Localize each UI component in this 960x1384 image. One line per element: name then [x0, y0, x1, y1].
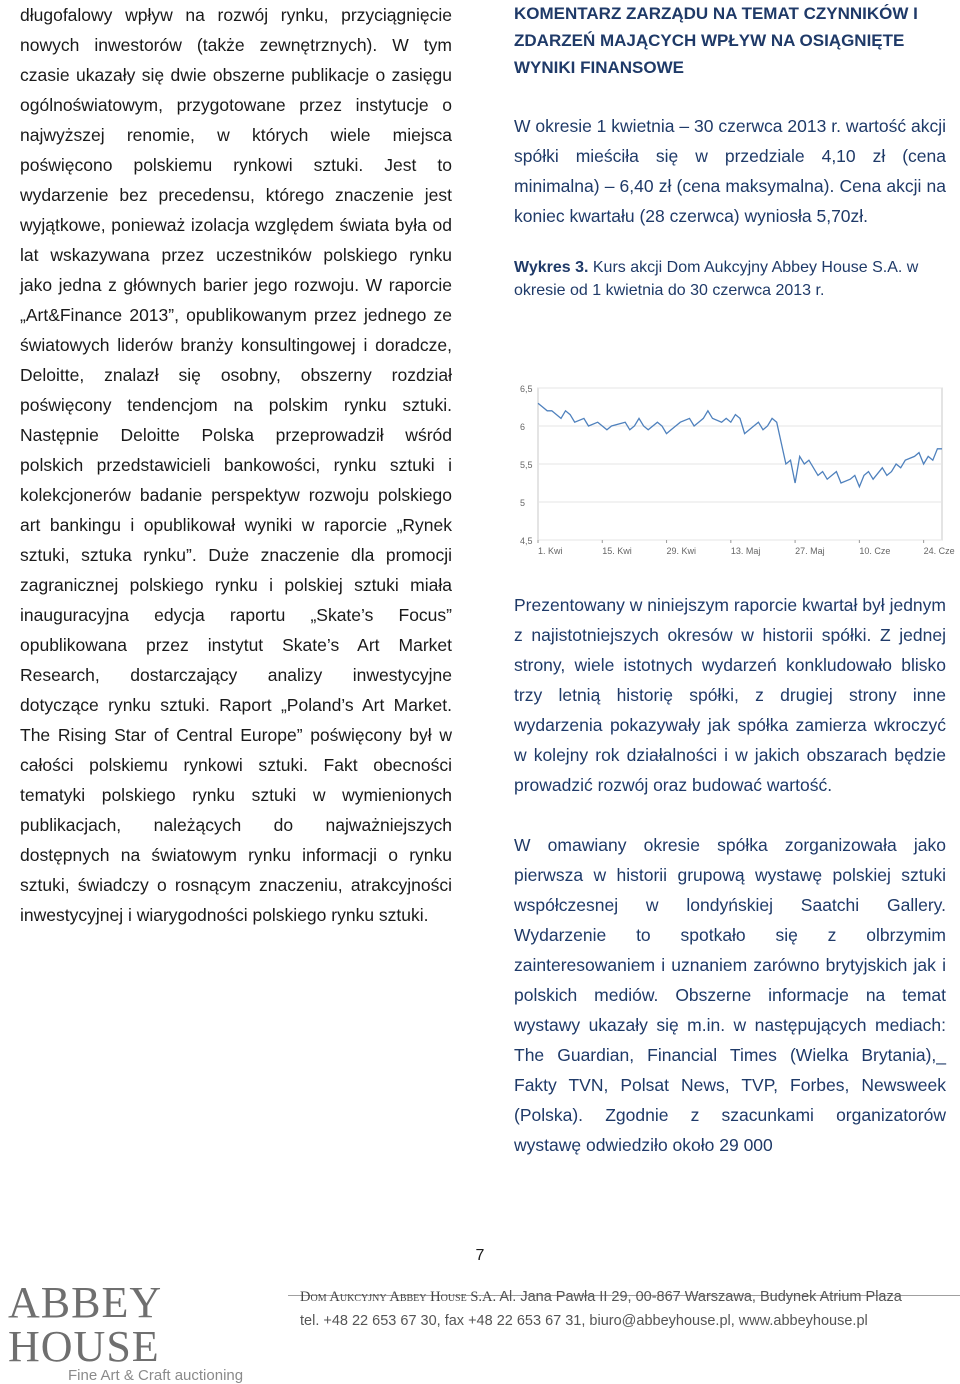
y-tick-label: 5	[520, 498, 526, 508]
body-paragraph: Prezentowany w niniejszym raporcie kwartał był jednym z najistotniejszych okresów w historii spółki. Z jednej strony, wiele istotnych wydarzeń konkludowało blisko trzy letnią historię spółki, z drugiej strony inne wydarzenia pokazywały jak spółka zamierza wkroczyć w kolejny rok działalności i w jakich obszarach będzie prowadzić rozwój oraz budować wartość.	[514, 595, 946, 795]
chart-caption-text: Kurs akcji Dom Aukcyjny Abbey House S.A. w okresie od 1 kwietnia do 30 czerwca 2013 r.	[514, 259, 919, 299]
y-tick-label: 6	[520, 422, 526, 432]
x-tick-label: 24. Cze	[923, 546, 955, 556]
footer-address: Al. Jana Pawła II 29, 00-867 Warszawa, Budynek Atrium Plaza	[496, 1289, 902, 1305]
footer-address-line	[300, 1289, 902, 1306]
y-tick-label: 4,5	[520, 536, 533, 546]
chart-caption	[514, 256, 946, 302]
logo-wordmark: ABBEY HOUSE	[8, 1278, 161, 1371]
footer-company-name: Dom Aukcyjny Abbey House S.A.	[300, 1289, 497, 1305]
body-paragraph: długofalowy wpływ na rozwój rynku, przyciągnięcie nowych inwestorów (także zewnętrznych). W tym czasie ukazały się dwie obszerne publikacje o zasięgu ogólnoświatowym, przygotowane przez instytucje o najwyższej renomie, w których wiele miejsca poświęcono polskiemu rynkowi sztuki. Jest to wydarzenie bez precedensu, którego znaczenie jest wyjątkowe, ponieważ izolacja względem świata była od lat wskazywana przez uczestników polskiego rynku jako jedna z głównych barier jego rozwoju. W raporcie „Art&Finance 2013”, opublikowanym przez jednego ze światowych liderów branży konsultingowej i doradcze, Deloitte, znalazł się osobny, obszerny rozdział poświęcony tendencjom na polskim rynku sztuki. Następnie Deloitte Polska przeprowadził wśród polskich przedstawicieli bankowości, rynku sztuki i kolekcjonerów badanie perspektyw rozwoju polskiego art bankingu i opublikował wyniki w raporcie „Rynek sztuki, sztuka rynku”. Duże znaczenie dla promocji zagranicznej polskiego rynku i polskiej sztuki miała inauguracyjna edycja raportu „Skate’s Focus” opublikowana przez instytut Skate’s Art Market Research, dostarczający analizy inwestycyjne dotyczące rynku sztuki. Raport „Poland’s Art Market. The Rising Star of Central Europe” poświęcony był w całości polskiemu rynkowi sztuki. Fakt obecności tematyki polskiego rynku sztuki w wymienionych publikacjach, należących do najważniejszych dostępnych na światowym rynku informacji o rynku sztuki, świadczy o rosnącym znaczeniu, atrakcyjności inwestycyjnej i wiarygodności polskiego rynku sztuki.	[20, 5, 452, 925]
footer-contact: tel. +48 22 653 67 30, fax +48 22 653 67 31, biuro@abbeyhouse.pl, www.abbeyhouse.pl	[300, 1313, 868, 1329]
right-column	[514, 0, 946, 302]
body-paragraph: W omawiany okresie spółka zorganizowała jako pierwsza w historii grupową wystawę polskiej sztuki współczesnej w londyńskiej Saatchi Gallery. Wydarzenie to spotkało się z olbrzymim zainteresowaniem i uznaniem zarówno brytyjskich jak i polskich mediów. Obszerne informacje na temat wystawy ukazały się m.in. w następujących mediach: The Guardian, Financial Times (Wielka Brytania),_ Fakty TVN, Polsat News, TVP, Forbes, Newsweek (Polska). Zgodnie z szacunkami organizatorów wystawę odwiedziło około 29 000	[514, 835, 946, 1155]
page-footer	[0, 1275, 960, 1384]
y-tick-label: 6,5	[520, 384, 533, 394]
section-heading: KOMENTARZ ZARZĄDU NA TEMAT CZYNNIKÓW I ZDARZEŃ MAJĄCYCH WPŁYW NA OSIĄGNIĘTE WYNIKI FINANSOWE	[514, 4, 918, 77]
right-column-lower	[514, 590, 946, 1160]
x-tick-label: 13. Maj	[730, 546, 761, 556]
x-tick-label: 1. Kwi	[538, 546, 563, 556]
x-tick-label: 15. Kwi	[602, 546, 632, 556]
stock-price-chart	[514, 380, 955, 560]
body-paragraph: W okresie 1 kwietnia – 30 czerwca 2013 r. wartość akcji spółki mieściła się w przedziale 4,10 zł (cena minimalna) – 6,40 zł (cena maksymalna). Cena akcji na koniec kwartału (28 czerwca) wyniosła 5,70zł.	[514, 116, 946, 226]
chart-svg	[514, 380, 955, 560]
x-tick-label: 29. Kwi	[666, 546, 697, 556]
chart-caption-label: Wykres 3.	[514, 259, 589, 276]
x-tick-label: 27. Maj	[795, 546, 825, 556]
page-number: 7	[475, 1247, 485, 1264]
x-tick-label: 10. Cze	[859, 546, 891, 556]
company-logo	[8, 1278, 288, 1384]
logo-tagline: Fine Art & Craft auctioning	[68, 1367, 244, 1384]
series-line	[538, 403, 942, 487]
y-tick-label: 5,5	[520, 460, 533, 470]
left-column	[20, 0, 452, 930]
